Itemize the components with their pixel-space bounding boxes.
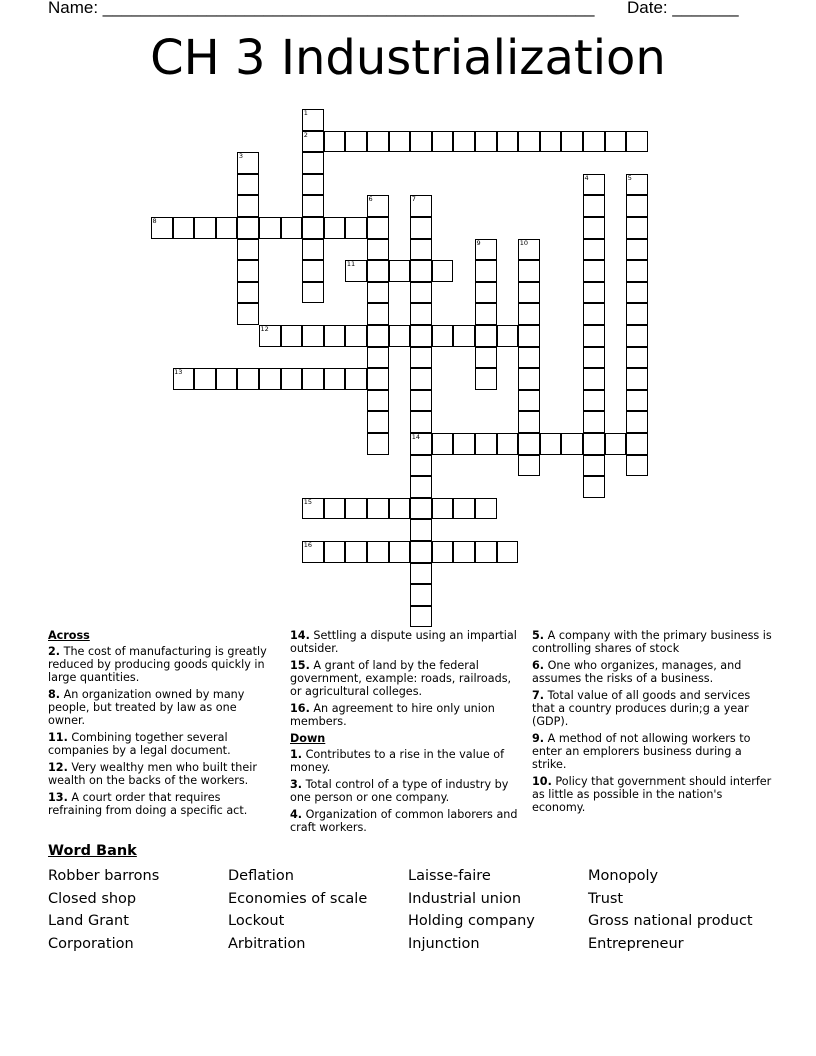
crossword-cell[interactable] [410,498,432,520]
crossword-cell[interactable] [367,239,389,261]
crossword-cell[interactable] [453,541,475,563]
word-bank-item: Injunction [408,936,480,952]
crossword-cell[interactable] [237,217,259,239]
crossword-cell[interactable] [281,325,303,347]
crossword-cell[interactable] [518,455,540,477]
crossword-cell[interactable] [367,411,389,433]
crossword-cell[interactable] [583,195,605,217]
crossword-cell[interactable] [237,195,259,217]
crossword-cell[interactable] [432,541,454,563]
crossword-cell[interactable] [583,347,605,369]
name-field-label: Name: ____________________________________________________ [48,0,595,17]
clue-across-13: 13. A court order that requires refraining from doing a specific act. [48,791,248,817]
clue-down-9: 9. A method of not allowing workers to enter an emplorers business during a strike. [532,732,751,771]
crossword-cell[interactable] [561,433,583,455]
crossword-cell[interactable] [367,303,389,325]
crossword-cell[interactable] [367,217,389,239]
crossword-cell[interactable] [475,347,497,369]
page-title: CH 3 Industrialization [150,30,666,86]
crossword-cell[interactable] [583,433,605,455]
crossword-cell[interactable] [432,498,454,520]
crossword-cell[interactable] [475,433,497,455]
crossword-cell[interactable] [475,498,497,520]
word-bank-title: Word Bank [48,843,137,859]
crossword-cell[interactable] [237,368,259,390]
crossword-cell[interactable] [237,303,259,325]
crossword-cell[interactable] [626,131,648,153]
crossword-cell[interactable] [302,325,324,347]
crossword-cell[interactable] [497,325,519,347]
clue-number: 5 [627,173,632,182]
crossword-cell[interactable] [410,347,432,369]
crossword-cell[interactable] [216,368,238,390]
clue-across-8: 8. An organization owned by many people, but treated by law as one owner. [48,688,245,727]
word-bank-item: Gross national product [588,913,753,929]
crossword-cell[interactable] [626,368,648,390]
crossword-cell[interactable] [453,498,475,520]
down-heading: Down [290,732,326,745]
crossword-cell[interactable] [345,217,367,239]
crossword-cell[interactable] [345,368,367,390]
clues-column-1 [48,629,273,821]
crossword-cell[interactable] [367,347,389,369]
clue-number: 12 [260,325,269,333]
clue-number: 10 [519,238,528,247]
crossword-cell[interactable] [367,368,389,390]
crossword-cell[interactable] [302,239,324,261]
crossword-cell[interactable] [324,131,346,153]
crossword-cell[interactable] [367,260,389,282]
crossword-cell[interactable] [345,131,367,153]
crossword-cell[interactable] [367,498,389,520]
crossword-cell[interactable] [410,282,432,304]
word-bank-item: Laisse-faire [408,868,491,884]
crossword-cell[interactable] [237,260,259,282]
crossword-cell[interactable] [626,217,648,239]
crossword-cell[interactable] [367,131,389,153]
crossword-cell[interactable] [453,131,475,153]
clue-number: 3 [238,152,244,161]
crossword-cell[interactable] [475,303,497,325]
clue-down-4: 4. Organization of common laborers and craft workers. [290,808,518,834]
crossword-cell[interactable] [410,455,432,477]
crossword-cell[interactable] [453,433,475,455]
clue-down-10: 10. Policy that government should interfer as little as possible in the nation's economy. [532,775,772,814]
crossword-cell[interactable] [583,303,605,325]
crossword-cell[interactable] [281,217,303,239]
clues-column-3 [532,629,772,818]
crossword-cell[interactable] [583,282,605,304]
crossword-cell[interactable] [389,260,411,282]
crossword-cell[interactable] [410,519,432,541]
crossword-cell[interactable] [626,325,648,347]
crossword-cell[interactable] [389,498,411,520]
crossword-cell[interactable] [389,541,411,563]
clue-across-12: 12. Very wealthy men who built their wealth on the backs of the workers. [48,761,257,787]
crossword-cell[interactable] [497,541,519,563]
clue-number: 1 [303,109,308,117]
crossword-cell[interactable] [518,303,540,325]
crossword-cell[interactable] [345,541,367,563]
crossword-cell[interactable] [410,584,432,606]
crossword-cell[interactable] [410,325,432,347]
crossword-cell[interactable] [518,433,540,455]
crossword-cell[interactable] [518,131,540,153]
crossword-cell[interactable] [583,260,605,282]
crossword-cell[interactable] [626,195,648,217]
crossword-cell[interactable] [518,282,540,304]
clue-across-2: 2. The cost of manufacturing is greatly reduced by producing goods quickly in large quantities. [48,645,267,684]
clue-number: 14 [411,433,420,441]
crossword-cell[interactable] [259,217,281,239]
word-bank-item: Industrial union [408,891,522,907]
crossword-cell[interactable] [561,131,583,153]
crossword-cell[interactable] [518,411,540,433]
word-bank-item: Lockout [228,913,285,929]
clue-across-14: 14. Settling a dispute using an impartial outsider. [290,629,517,655]
crossword-cell[interactable] [302,260,324,282]
crossword-cell[interactable] [583,131,605,153]
crossword-cell[interactable] [475,282,497,304]
crossword-cell[interactable] [345,325,367,347]
crossword-cell[interactable] [432,131,454,153]
date-field-label: Date: _______ [627,0,739,17]
crossword-cell[interactable] [389,131,411,153]
crossword-cell[interactable] [345,498,367,520]
crossword-cell[interactable] [475,541,497,563]
crossword-cell[interactable] [583,368,605,390]
crossword-cell[interactable] [324,325,346,347]
crossword-cell[interactable] [410,563,432,585]
crossword-cell[interactable] [626,239,648,261]
crossword-cell[interactable] [497,131,519,153]
crossword-cell[interactable] [410,476,432,498]
crossword-cell[interactable] [475,325,497,347]
word-bank-item: Land Grant [48,913,129,929]
crossword-cell[interactable] [302,368,324,390]
crossword-cell[interactable] [324,541,346,563]
word-bank-item: Trust [588,891,624,907]
crossword-cell[interactable] [216,217,238,239]
crossword-cell[interactable] [432,260,454,282]
crossword-cell[interactable] [518,260,540,282]
crossword-cell[interactable] [626,390,648,412]
crossword-cell[interactable] [518,368,540,390]
clue-number: 4 [584,173,589,182]
crossword-cell[interactable] [410,541,432,563]
clue-number: 11 [346,260,356,269]
clue-number: 2 [303,130,308,139]
word-bank-item: Closed shop [48,891,137,907]
clue-across-11: 11. Combining together several companies by a legal document. [48,731,231,757]
clue-down-7: 7. Total value of all goods and services that a country produces durin;g a year (GDP). [532,689,751,728]
crossword-cell[interactable] [475,131,497,153]
crossword-cell[interactable] [324,217,346,239]
crossword-cell[interactable] [237,174,259,196]
crossword-cell[interactable] [583,217,605,239]
crossword-cell[interactable] [410,217,432,239]
crossword-cell[interactable] [432,433,454,455]
crossword-cell[interactable] [173,217,195,239]
word-bank-item: Economies of scale [228,891,368,907]
clues-column-2 [290,629,526,838]
crossword-cell[interactable] [410,239,432,261]
word-bank-item: Arbitration [228,936,306,952]
crossword-cell[interactable] [583,411,605,433]
crossword-cell[interactable] [302,217,324,239]
crossword-cell[interactable] [605,131,627,153]
crossword-cell[interactable] [389,325,411,347]
crossword-cell[interactable] [626,260,648,282]
crossword-cell[interactable] [259,368,281,390]
clue-number: 9 [476,238,481,247]
clue-number: 6 [368,195,373,204]
clue-number: 15 [303,497,312,506]
clue-number: 13 [174,368,183,377]
crossword-cell[interactable] [540,433,562,455]
clue-across-15: 15. A grant of land by the federal government, example: roads, railroads, or agricultural colleges. [290,659,512,698]
crossword-cell[interactable] [518,325,540,347]
word-bank-item: Robber barrons [48,868,160,884]
crossword-cell[interactable] [410,368,432,390]
crossword-cell[interactable] [583,476,605,498]
crossword-cell[interactable] [194,217,216,239]
crossword-cell[interactable] [583,325,605,347]
crossword-cell[interactable] [626,282,648,304]
crossword-cell[interactable] [367,390,389,412]
crossword-cell[interactable] [453,325,475,347]
crossword-cell[interactable] [324,498,346,520]
word-bank-item: Deflation [228,868,294,884]
word-bank-item: Monopoly [588,868,659,884]
crossword-cell[interactable] [410,390,432,412]
crossword-cell[interactable] [410,131,432,153]
crossword-cell[interactable] [605,433,627,455]
crossword-cell[interactable] [626,455,648,477]
crossword-cell[interactable] [410,411,432,433]
crossword-cell[interactable] [626,303,648,325]
clue-down-1: 1. Contributes to a rise in the value of money. [290,748,505,774]
word-bank-item: Holding company [408,913,535,929]
clue-number: 7 [411,195,416,204]
word-bank-item: Entrepreneur [588,936,684,952]
crossword-cell[interactable] [302,282,324,304]
crossword-cell[interactable] [367,282,389,304]
clue-number: 8 [152,217,157,225]
clue-down-6: 6. One who organizes, manages, and assumes the risks of a business. [532,659,742,685]
crossword-cell[interactable] [475,260,497,282]
crossword-cell[interactable] [302,174,324,196]
crossword-cell[interactable] [626,347,648,369]
crossword-cell[interactable] [626,433,648,455]
crossword-cell[interactable] [410,606,432,628]
crossword-cell[interactable] [194,368,216,390]
word-bank-item: Corporation [48,936,134,952]
crossword-cell[interactable] [626,411,648,433]
crossword-cell[interactable] [302,195,324,217]
crossword-cell[interactable] [410,260,432,282]
crossword-cell[interactable] [324,368,346,390]
crossword-cell[interactable] [237,239,259,261]
crossword-cell[interactable] [432,325,454,347]
crossword-cell[interactable] [497,433,519,455]
crossword-cell[interactable] [518,347,540,369]
clue-number: 16 [303,541,312,549]
clue-down-5: 5. A company with the primary business is controlling shares of stock [532,629,772,655]
crossword-cell[interactable] [540,131,562,153]
crossword-cell[interactable] [410,303,432,325]
crossword-cell[interactable] [281,368,303,390]
clue-across-16: 16. An agreement to hire only union members. [290,702,495,728]
crossword-cell[interactable] [583,239,605,261]
crossword-cell[interactable] [302,152,324,174]
crossword-cell[interactable] [583,455,605,477]
crossword-cell[interactable] [367,433,389,455]
crossword-cell[interactable] [237,282,259,304]
clue-down-3: 3. Total control of a type of industry by one person or one company. [290,778,509,804]
crossword-cell[interactable] [367,325,389,347]
crossword-cell[interactable] [367,541,389,563]
crossword-cell[interactable] [475,368,497,390]
crossword-cell[interactable] [583,390,605,412]
crossword-cell[interactable] [518,390,540,412]
across-heading: Across [48,629,90,642]
